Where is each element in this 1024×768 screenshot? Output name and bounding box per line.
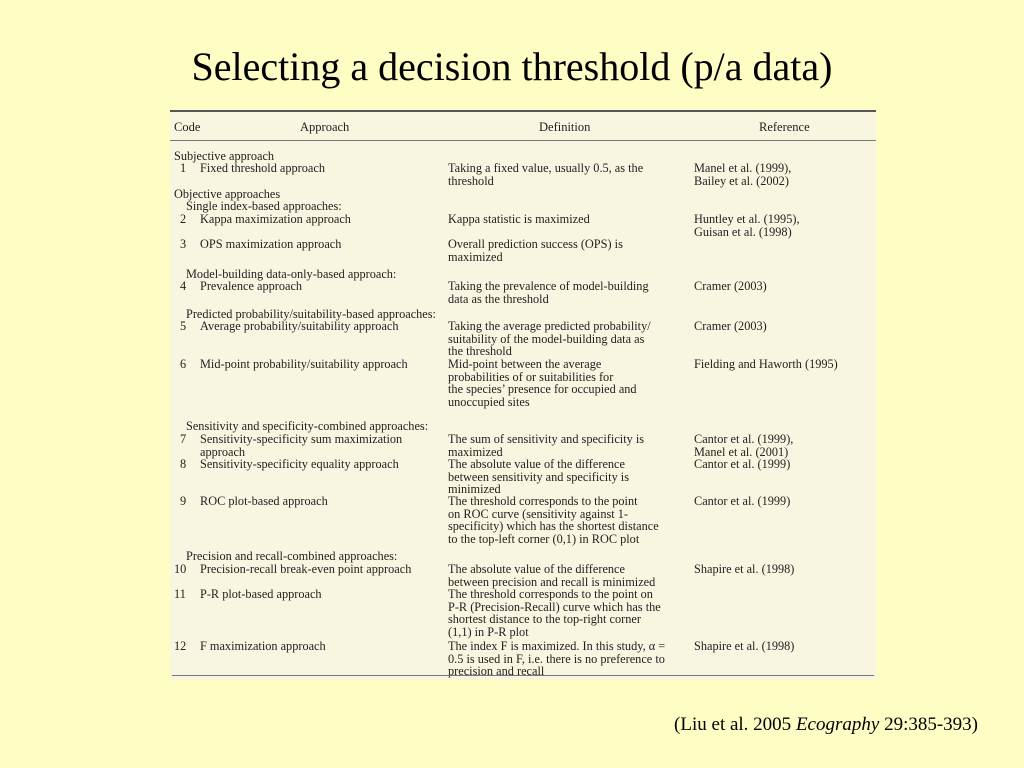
- table-cell-code: 4: [180, 279, 187, 293]
- threshold-methods-table: [170, 110, 876, 680]
- table-cell-definition: The threshold corresponds to the point on P-R (Precision-Recall) curve which has the shortest distance to the top-right corner (1,1) in P-R plot: [448, 587, 661, 639]
- table-cell-approach: OPS maximization approach: [200, 237, 342, 251]
- table-cell-reference: Cantor et al. (1999): [694, 494, 791, 508]
- table-cell-approach: Prevalence approach: [200, 279, 303, 293]
- table-cell-code: 8: [180, 457, 187, 471]
- table-group-heading: Single index-based approaches:: [186, 199, 342, 213]
- table-cell-code: 12: [174, 639, 187, 653]
- table-cell-definition: Taking a fixed value, usually 0.5, as the threshold: [448, 161, 644, 188]
- table-cell-definition: Taking the average predicted probability/ suitability of the model-building data as the threshold: [448, 319, 651, 359]
- table-cell-code: 9: [180, 494, 187, 508]
- table-cell-definition: Overall prediction success (OPS) is maximized: [448, 237, 623, 264]
- table-cell-reference: Cramer (2003): [694, 279, 767, 293]
- table-cell-approach: Precision-recall break-even point approach: [200, 562, 412, 576]
- table-cell-code: 6: [180, 357, 187, 371]
- table-cell-definition: Kappa statistic is maximized: [448, 212, 590, 226]
- header-definition: Definition: [539, 120, 591, 134]
- table-cell-code: 1: [180, 161, 187, 175]
- citation: [674, 714, 978, 736]
- table-cell-approach: Average probability/suitability approach: [200, 319, 399, 333]
- table-group-heading: Precision and recall-combined approaches:: [186, 549, 398, 563]
- header-reference: Reference: [759, 120, 810, 134]
- table-cell-approach: P-R plot-based approach: [200, 587, 322, 601]
- table-cell-definition: The absolute value of the difference between precision and recall is minimized: [448, 562, 656, 589]
- table-group-heading: Predicted probability/suitability-based approaches:: [186, 307, 436, 321]
- table-cell-definition: The sum of sensitivity and specificity is maximized: [448, 432, 645, 459]
- table-header: [170, 112, 876, 141]
- header-code: Code: [174, 120, 201, 134]
- table-group-heading: Subjective approach: [174, 149, 275, 163]
- table-cell-definition: The absolute value of the difference between sensitivity and specificity is minimized: [448, 457, 629, 497]
- table-cell-code: 7: [180, 432, 187, 446]
- table-cell-code: 3: [180, 237, 187, 251]
- header-approach: Approach: [300, 120, 350, 134]
- table-cell-code: 11: [174, 587, 186, 601]
- table-cell-definition: The threshold corresponds to the point on ROC curve (sensitivity against 1- specificity) which has the shortest distance to the top-left corner (0,1) in ROC plot: [448, 494, 659, 546]
- table-cell-reference: Shapire et al. (1998): [694, 639, 795, 653]
- table-cell-code: 10: [174, 562, 187, 576]
- table-cell-reference: Manel et al. (1999), Bailey et al. (2002): [694, 161, 792, 188]
- table-cell-reference: Cantor et al. (1999), Manel et al. (2001): [694, 432, 794, 459]
- table-cell-approach: Fixed threshold approach: [200, 161, 325, 175]
- citation-prefix: (Liu et al. 2005: [674, 714, 796, 735]
- table-cell-reference: Fielding and Haworth (1995): [694, 357, 838, 371]
- table-cell-reference: Cramer (2003): [694, 319, 767, 333]
- table-cell-approach: ROC plot-based approach: [200, 494, 328, 508]
- table-cell-code: 5: [180, 319, 187, 333]
- table-cell-definition: The index F is maximized. In this study, α = 0.5 is used in F, i.e. there is no preference to precision and recall: [448, 639, 666, 679]
- table-cell-approach: F maximization approach: [200, 639, 326, 653]
- table-cell-reference: Shapire et al. (1998): [694, 562, 795, 576]
- table-cell-approach: Mid-point probability/suitability approach: [200, 357, 408, 371]
- table-cell-approach: Kappa maximization approach: [200, 212, 351, 226]
- table-group-heading: Model-building data-only-based approach:: [186, 267, 397, 281]
- table-group-heading: Sensitivity and specificity-combined approaches:: [186, 419, 429, 433]
- table-cell-definition: Mid-point between the average probabilities of or suitabilities for the species’ presence for occupied and unoccupied sites: [448, 357, 637, 409]
- table-cell-code: 2: [180, 212, 187, 226]
- table-cell-definition: Taking the prevalence of model-building data as the threshold: [448, 279, 649, 306]
- table-cell-reference: Cantor et al. (1999): [694, 457, 791, 471]
- citation-suffix: 29:385-393): [879, 714, 978, 735]
- citation-journal: Ecography: [795, 714, 880, 735]
- page-title: Selecting a decision threshold (p/a data): [191, 44, 833, 89]
- table-cell-reference: Huntley et al. (1995), Guisan et al. (1998): [694, 212, 800, 239]
- table-cell-approach: Sensitivity-specificity equality approach: [200, 457, 399, 471]
- table-cell-approach: Sensitivity-specificity sum maximization approach: [200, 432, 403, 459]
- table-group-heading: Objective approaches: [174, 187, 281, 201]
